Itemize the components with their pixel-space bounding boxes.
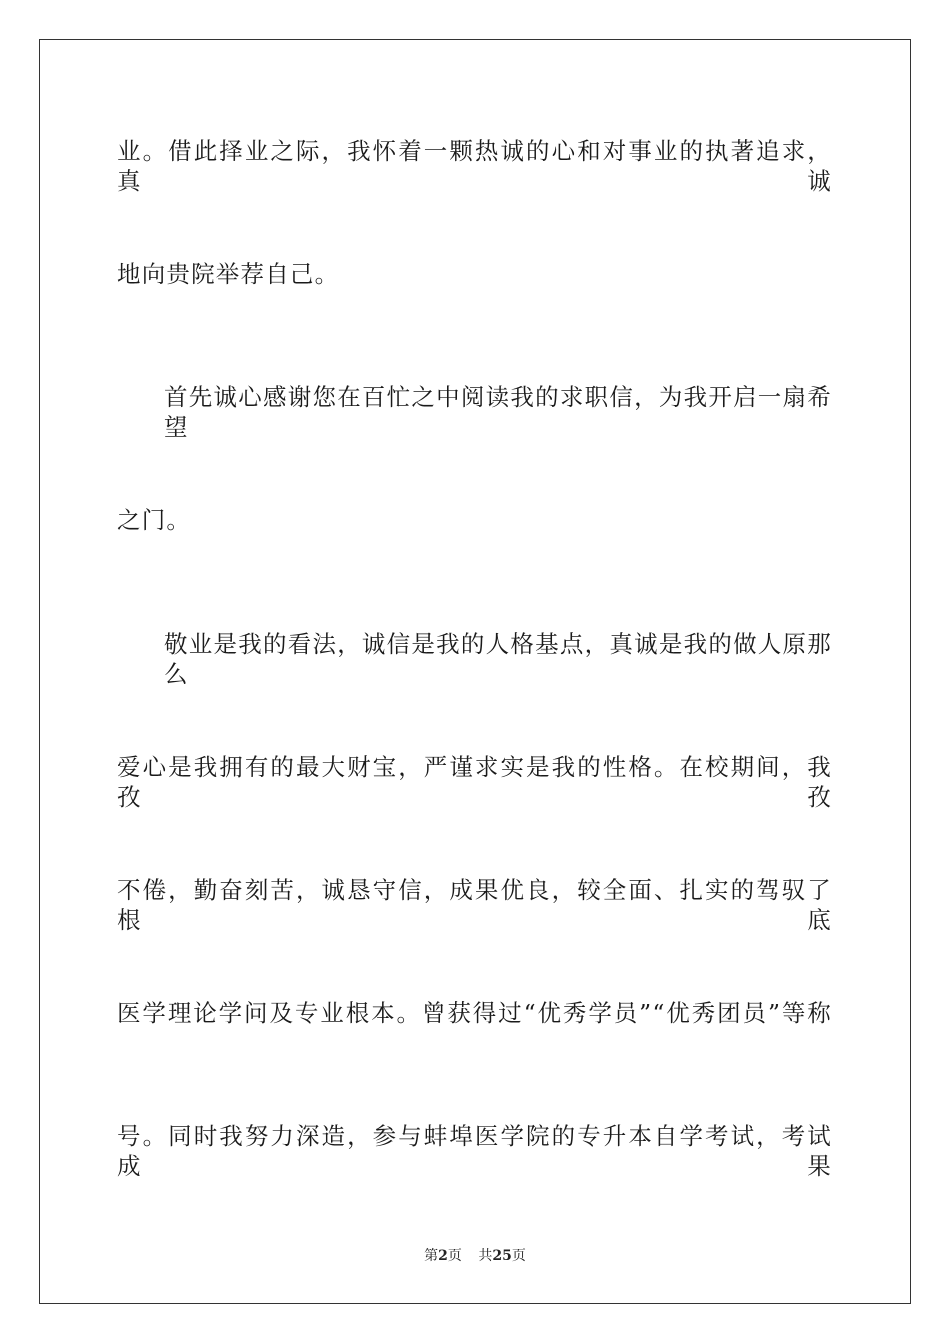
text-line: 业。借此择业之际，我怀着一颗热诚的心和对事业的执著追求，真诚	[117, 137, 832, 195]
page-footer	[0, 1247, 950, 1265]
text-line: 医学理论学问及专业根本。曾获得过“优秀学员”“优秀团员”等称	[117, 999, 832, 1027]
page-total: 共25页	[478, 1248, 526, 1264]
paragraph-first-line: 首先诚心感谢您在百忙之中阅读我的求职信，为我开启一扇希望	[164, 383, 832, 441]
text-line: 号。同时我努力深造，参与蚌埠医学院的专升本自学考试，考试成果	[117, 1122, 832, 1180]
page-number: 第2页	[424, 1248, 462, 1264]
text-line: 不倦，勤奋刻苦，诚恳守信，成果优良，较全面、扎实的驾驭了根底	[117, 876, 832, 934]
text-line: 地向贵院举荐自己。	[117, 260, 340, 288]
text-line: 爱心是我拥有的最大财宝，严谨求实是我的性格。在校期间，我孜孜	[117, 753, 832, 811]
text-line: 之门。	[117, 506, 192, 534]
paragraph-first-line: 敬业是我的看法，诚信是我的人格基点，真诚是我的做人原那么	[164, 630, 832, 688]
